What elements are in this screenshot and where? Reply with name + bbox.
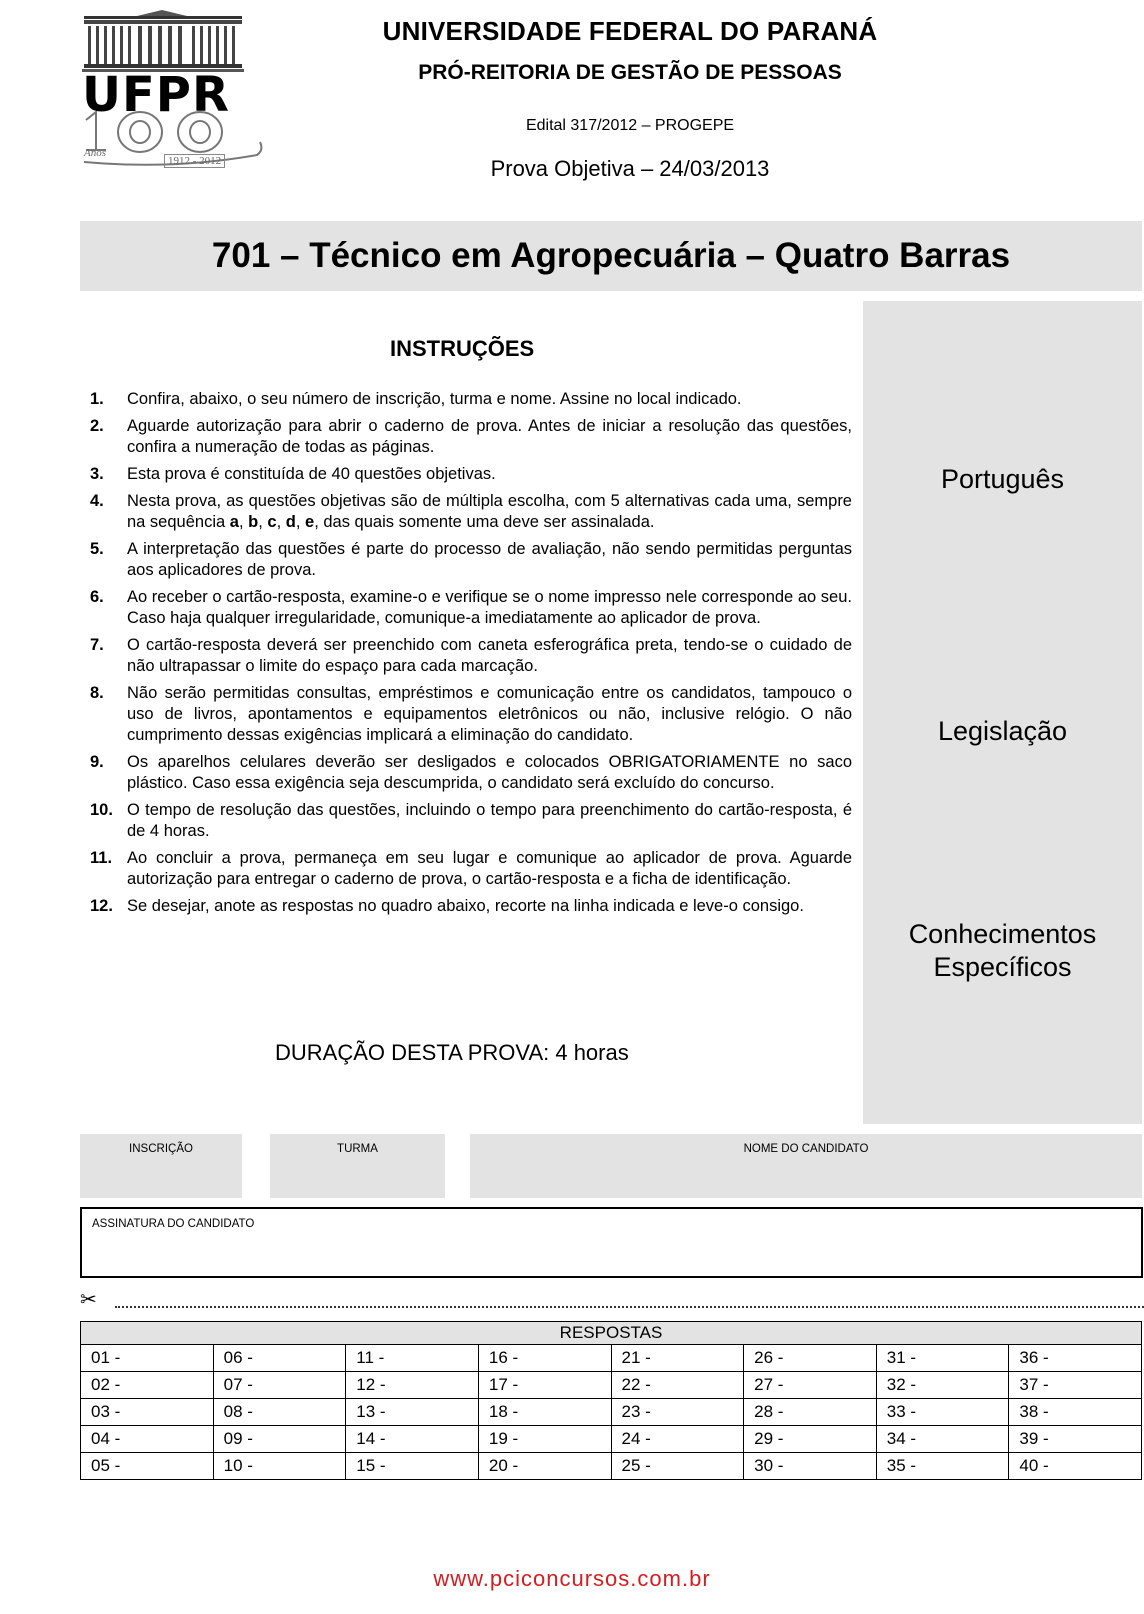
instruction-num: 9. [90,753,104,771]
instruction-text: Ao concluir a prova, permaneça em seu lugar e comunique ao aplicador de prova. Aguarde autorização para entregar o caderno de prova, o cartão-resposta e a ficha de identificação. [127,849,852,888]
answer-cell[interactable]: 21 - [611,1345,744,1372]
separator: , [295,513,305,531]
answers-body [81,1345,1142,1480]
instruction-text: Confira, abaixo, o seu número de inscrição, turma e nome. Assine no local indicado. [127,390,742,408]
answer-cell[interactable]: 32 - [876,1372,1009,1399]
answer-cell[interactable]: 15 - [346,1453,479,1480]
answer-cell[interactable]: 08 - [213,1399,346,1426]
exam-title-text: 701 – Técnico em Agropecuária – Quatro Barras [211,236,1011,275]
pro-reitoria: PRÓ-REITORIA DE GESTÃO DE PESSOAS [418,61,842,84]
answer-cell[interactable]: 34 - [876,1426,1009,1453]
letter-a: a [229,513,239,531]
footer-url[interactable]: www.pciconcursos.com.br [433,1566,711,1591]
answer-cell[interactable]: 10 - [213,1453,346,1480]
instruction-item [90,539,852,581]
subject-conhecimentos-2: Específicos [933,952,1072,982]
instruction-item [90,587,852,629]
answer-cell[interactable]: 23 - [611,1399,744,1426]
inscricao-field[interactable] [80,1134,242,1198]
instruction-num: 4. [90,492,104,510]
answer-cell[interactable]: 06 - [213,1345,346,1372]
instruction-item [90,800,852,842]
cut-line [115,1306,1144,1308]
instruction-item [90,491,852,533]
answer-cell[interactable]: 22 - [611,1372,744,1399]
answer-cell[interactable]: 16 - [478,1345,611,1372]
answer-cell[interactable]: 03 - [81,1399,214,1426]
instruction-text: Os aparelhos celulares deverão ser desligados e colocados OBRIGATORIAMENTE no saco plástico. Caso essa exigência seja descumprida, o candidato será excluído do concurso. [127,753,852,792]
exam-duration: DURAÇÃO DESTA PROVA: 4 horas [275,1040,629,1065]
logo-years: 1912 - 2012 [164,154,225,168]
answer-cell[interactable]: 38 - [1009,1399,1142,1426]
nome-field[interactable] [470,1134,1142,1198]
instruction-text: Ao receber o cartão-resposta, examine-o e verifique se o nome impresso nele corresponde ao seu. Caso haja qualquer irregularidade, comunique-a imediatamente ao aplicador de prova. [127,588,852,627]
answer-cell[interactable]: 30 - [744,1453,877,1480]
instruction-text: A interpretação das questões é parte do processo de avaliação, não sendo permitidas perguntas aos aplicadores de prova. [127,540,852,579]
instruction-num: 2. [90,417,104,435]
answer-cell[interactable]: 14 - [346,1426,479,1453]
answer-cell[interactable]: 27 - [744,1372,877,1399]
instruction-text-b: , das quais somente uma deve ser assinalada. [314,513,655,531]
edital: Edital 317/2012 – PROGEPE [525,117,735,134]
answers-heading: RESPOSTAS [81,1322,1142,1345]
answer-cell[interactable]: 11 - [346,1345,479,1372]
answer-cell[interactable]: 26 - [744,1345,877,1372]
instruction-text-a: Nesta prova, as questões objetivas são de múltipla escolha, com 5 alternativas cada uma, sempre na sequência [127,492,852,531]
instruction-item [90,389,852,410]
instruction-num: 6. [90,588,104,606]
answer-cell[interactable]: 02 - [81,1372,214,1399]
answer-cell[interactable]: 24 - [611,1426,744,1453]
scissors-icon: ✂ [80,1289,97,1311]
separator: , [238,513,249,531]
answer-row [81,1372,1142,1399]
answer-cell[interactable]: 17 - [478,1372,611,1399]
nome-label: NOME DO CANDIDATO [743,1143,869,1155]
answer-row [81,1453,1142,1480]
instruction-num: 1. [90,390,104,408]
answer-cell[interactable]: 28 - [744,1399,877,1426]
instruction-item [90,896,852,917]
instruction-item [90,683,852,746]
assinatura-field[interactable] [80,1207,1143,1278]
answer-cell[interactable]: 37 - [1009,1372,1142,1399]
instruction-text: O tempo de resolução das questões, incluindo o tempo para preenchimento do cartão-resposta, é de 4 horas. [127,801,852,840]
answer-cell[interactable]: 13 - [346,1399,479,1426]
instruction-text: Não serão permitidas consultas, empréstimos e comunicação entre os candidatos, tampouco o uso de livros, apontamentos e equipamentos eletrônicos ou não, inclusive relógio. O não cumprimento dessas exigências implicará a eliminação do candidato. [127,684,852,744]
instruction-text: O cartão-resposta deverá ser preenchido com caneta esferográfica preta, tendo-se o cuidado de não ultrapassar o limite do espaço para cada marcação. [127,636,852,675]
instructions-list [90,389,852,923]
university-name: UNIVERSIDADE FEDERAL DO PARANÁ [382,16,878,46]
instruction-num: 12. [90,897,113,915]
answer-cell[interactable]: 20 - [478,1453,611,1480]
letter-c: c [267,513,277,531]
exam-title [80,221,1142,291]
letter-d: d [285,513,296,531]
answer-cell[interactable]: 33 - [876,1399,1009,1426]
subject-legislacao: Legislação [937,716,1068,746]
answer-cell[interactable]: 07 - [213,1372,346,1399]
separator: , [258,513,268,531]
separator: , [276,513,286,531]
instruction-text: Esta prova é constituída de 40 questões objetivas. [127,465,496,483]
instruction-num: 11. [90,849,113,867]
instructions-heading: INSTRUÇÕES [390,336,535,361]
answer-cell[interactable]: 12 - [346,1372,479,1399]
letter-b: b [248,513,259,531]
answer-cell[interactable]: 35 - [876,1453,1009,1480]
instruction-item [90,848,852,890]
instruction-text: Se desejar, anote as respostas no quadro abaixo, recorte na linha indicada e leve-o consigo. [127,897,804,915]
logo-anos: Anos [84,147,106,159]
instruction-text: Aguarde autorização para abrir o caderno de prova. Antes de iniciar a resolução das questões, confira a numeração de todas as páginas. [127,417,852,456]
instruction-num: 3. [90,465,104,483]
answer-row [81,1426,1142,1453]
answer-cell[interactable]: 18 - [478,1399,611,1426]
answers-table [80,1321,1142,1480]
answer-cell[interactable]: 31 - [876,1345,1009,1372]
instruction-item [90,416,852,458]
instruction-item [90,635,852,677]
answer-row [81,1345,1142,1372]
instruction-num: 5. [90,540,104,558]
answer-cell[interactable]: 04 - [81,1426,214,1453]
subject-portugues: Português [940,464,1065,494]
instruction-num: 7. [90,636,104,654]
answer-cell[interactable]: 01 - [81,1345,214,1372]
logo-acronym: UFPR [82,67,230,123]
inscricao-label: INSCRIÇÃO [129,1143,193,1155]
turma-field[interactable] [270,1134,445,1198]
instruction-item [90,464,852,485]
subjects-panel [863,301,1142,1124]
assinatura-label: ASSINATURA DO CANDIDATO [92,1218,255,1230]
answer-row [81,1399,1142,1426]
instruction-num: 8. [90,684,104,702]
instruction-num: 10. [90,801,113,819]
answer-cell[interactable]: 36 - [1009,1345,1142,1372]
answer-cell[interactable]: 29 - [744,1426,877,1453]
instruction-item [90,752,852,794]
turma-label: TURMA [337,1143,378,1155]
ufpr-logo [82,10,272,175]
answer-cell[interactable]: 05 - [81,1453,214,1480]
letter-e: e [305,513,315,531]
subject-conhecimentos-1: Conhecimentos [908,919,1097,949]
answer-cell[interactable]: 19 - [478,1426,611,1453]
answer-cell[interactable]: 09 - [213,1426,346,1453]
answer-cell[interactable]: 25 - [611,1453,744,1480]
answer-cell[interactable]: 39 - [1009,1426,1142,1453]
answer-cell[interactable]: 40 - [1009,1453,1142,1480]
prova-date: Prova Objetiva – 24/03/2013 [490,156,770,181]
